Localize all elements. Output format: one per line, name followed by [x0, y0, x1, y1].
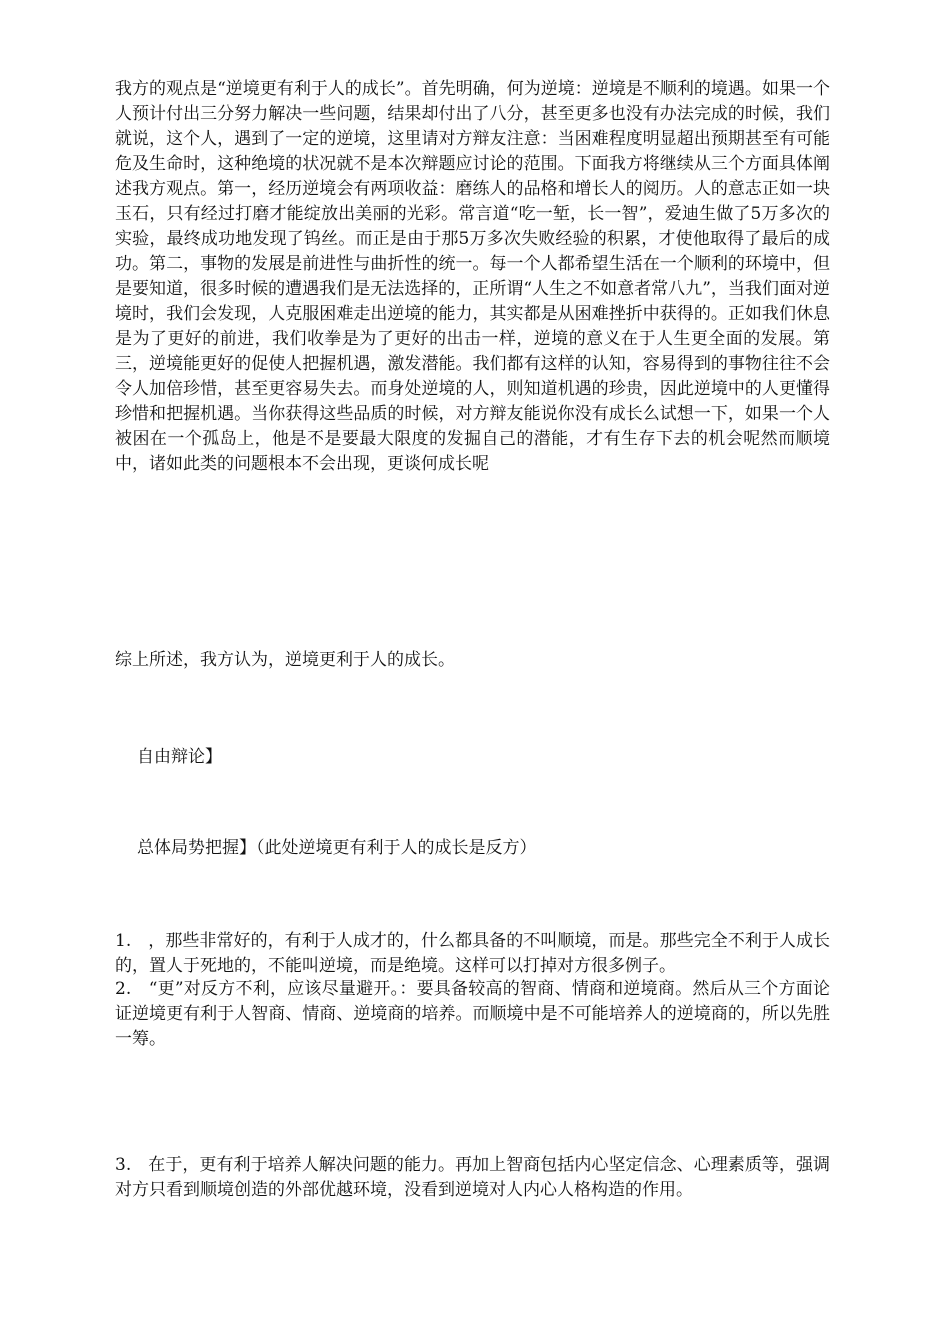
list-item-3: 3. 在于，更有利于培养人解决问题的能力。再加上智商包括内心坚定信念、心理素质等，强调对方只看到顺境创造的外部优越环境，没看到逆境对人内心人格构造的作用。	[115, 1155, 830, 1200]
summary-paragraph: 综上所述，我方认为，逆境更利于人的成长。	[115, 650, 455, 670]
overall-situation-heading: 总体局势把握】（此处逆境更有利于人的成长是反方）	[137, 838, 537, 858]
list-item-1: 1. ，那些非常好的，有利于人成才的，什么都具备的不叫顺境，而是。那些完全不利于人成长的，置人于死地的，不能叫逆境，而是绝境。这样可以打掉对方很多例子。	[115, 931, 830, 976]
free-debate-heading: 自由辩论】	[137, 747, 222, 767]
list-item-2: 2. “更”对反方不利，应该尽量避开。：要具备较高的智商、情商和逆境商。然后从三个方面论证逆境更有利于人智商、情商、逆境商的培养。而顺境中是不可能培养人的逆境商的，所以先胜一筹。	[115, 979, 830, 1049]
opening-statement-paragraph: 我方的观点是“逆境更有利于人的成长”。首先明确，何为逆境：逆境是不顺利的境遇。如果一个人预计付出三分努力解决一些问题，结果却付出了八分，甚至更多也没有办法完成的时候，我们就说，这个人，遇到了一定的逆境，这里请对方辩友注意：当困难程度明显超出预期甚至有可能危及生命时，这种绝境的状况就不是本次辩题应讨论的范围。下面我方将继续从三个方面具体阐述我方观点。第一，经历逆境会有两项收益：磨练人的品格和增长人的阅历。人的意志正如一块玉石，只有经过打磨才能绽放出美丽的光彩。常言道“吃一堑，长一智”，爱迪生做了5万多次的实验，最终成功地发现了钨丝。而正是由于那5万多次失败经验的积累，才使他取得了最后的成功。第二，事物的发展是前进性与曲折性的统一。每一个人都希望生活在一个顺利的环境中，但是要知道，很多时候的遭遇我们是无法选择的，正所谓“人生之不如意者常八九”，当我们面对逆境时，我们会发现，人克服困难走出逆境的能力，其实都是从困难挫折中获得的。正如我们休息是为了更好的前进，我们收拳是为了更好的出击一样，逆境的意义在于人生更全面的发展。第三，逆境能更好的促使人把握机遇，激发潜能。我们都有这样的认知，容易得到的事物往往不会令人加倍珍惜，甚至更容易失去。而身处逆境的人，则知道机遇的珍贵，因此逆境中的人更懂得珍惜和把握机遇。当你获得这些品质的时候，对方辩友能说你没有成长么试想一下，如果一个人被困在一个孤岛上，他是不是要最大限度的发掘自己的潜能，才有生存下去的机会呢然而顺境中，诸如此类的问题根本不会出现，更谈何成长呢	[115, 79, 830, 474]
